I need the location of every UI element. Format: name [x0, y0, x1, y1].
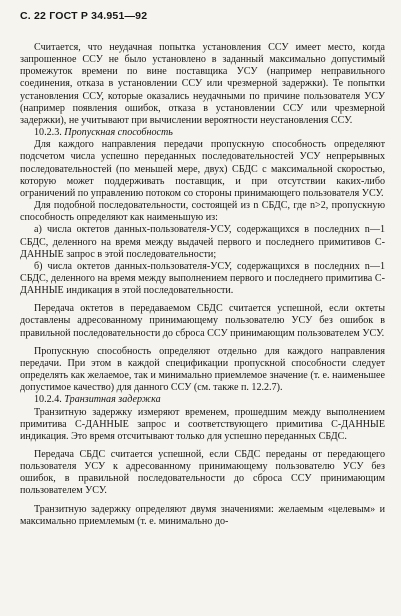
section-number: 10.2.3. — [34, 127, 62, 139]
paragraph: Считается, что неудачная попытка установления ССУ имеет место, когда запрошенное ССУ не было установлено в заданный максимально допустимый промежуток времени по вине поставщика УСУ (например неправильного соединения, отказа в установлении ССУ или чрезмерной задержки). Те попытки установления ССУ, которые оказались неудачными по причине пользователя УСУ (например появления ошибок, отказа в установлении ССУ или чрезмерной задержки), не учитывают при вычислении вероятности неустановления ССУ. — [20, 42, 385, 126]
section-title: Пропускная способность — [64, 127, 173, 139]
section-number: 10.2.4. — [34, 394, 62, 406]
page-header: С. 22 ГОСТ Р 34.951—92 — [20, 10, 148, 22]
list-item-b: б) числа октетов данных-пользователя-УСУ, содержащихся в последних n—1 СБДС, деленного на время между выполнением первого и последнего примитива С-ДАННЫЕ индикация в этой последовательности. — [20, 260, 385, 297]
paragraph: Передача СБДС считается успешной, если СБДС переданы от передающего пользователя УСУ к адресованному принимающему пользователю УСУ без ошибок, в правильной последовательности до сброса ССУ принимающим пользователем УСУ. — [20, 449, 385, 497]
paragraph: Пропускную способность определяют отдельно для каждого направления передачи. При этом в каждой спецификации пропускной способности следует определять как желаемое, так и минимально приемлемое значение (т. е. наименьшее допустимое качество) для данного ССУ (см. также п. 12.2.7). — [20, 345, 385, 394]
paragraph: Для подобной последовательности, состоящей из n СБДС, где n>2, пропускную способность определяют как наименьшую из: — [20, 200, 385, 224]
paragraph: Транзитную задержку определяют двумя значениями: желаемым «целевым» и максимально приемлемым (т. е. минимально до- — [20, 503, 385, 527]
section-title: Транзитная задержка — [64, 394, 161, 406]
section-heading-throughput — [20, 127, 385, 139]
paragraph: Для каждого направления передачи пропускную способность определяют подсчетом числа успешно переданных последовательностей УСУ непрерывных последовательностей (по меньшей мере, двух) СБДС с максимальной скоростью, которую может поддерживать поставщик, и при отсутствии каких-либо ограничений по управлению потоком со стороны принимающего пользователя УСУ. — [20, 139, 385, 199]
list-item-a: а) числа октетов данных-пользователя-УСУ, содержащихся в последних n—1 СБДС, деленного на время между выдачей первого и последнего примитивов С-ДАННЫЕ запрос в этой последовательности; — [20, 224, 385, 260]
section-heading-transit-delay — [20, 394, 385, 406]
paragraph: Передача октетов в передаваемом СБДС считается успешной, если октеты доставлены адресованному принимающему пользователю УСУ без ошибок в правильной последовательности до сброса ССУ принимающим пользователем УСУ. — [20, 303, 385, 339]
paragraph: Транзитную задержку измеряют временем, прошедшим между выполнением примитива С-ДАННЫЕ запрос и соответствующего примитива С-ДАННЫЕ индикация. Это время отсчитывают только для успешно переданных СБДС. — [20, 406, 385, 442]
